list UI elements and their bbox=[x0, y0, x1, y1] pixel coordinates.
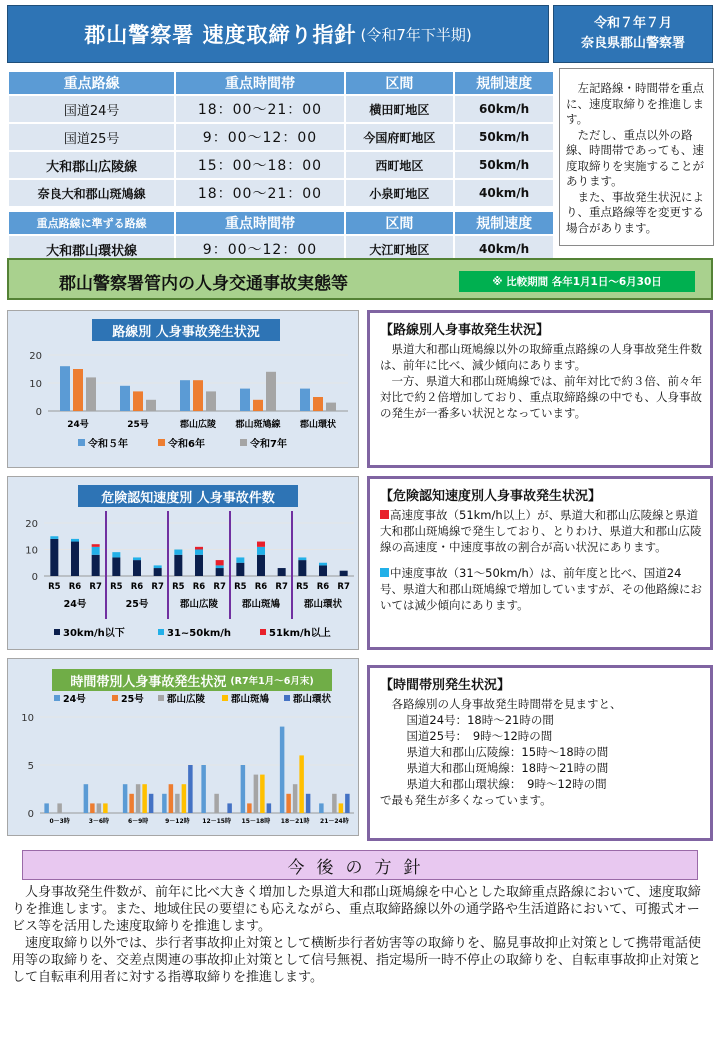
group-label: 25号 bbox=[125, 599, 149, 610]
table-row bbox=[8, 151, 554, 179]
bar bbox=[84, 784, 89, 813]
bar bbox=[44, 803, 49, 813]
y-tick-label: 20 bbox=[29, 351, 42, 362]
bar bbox=[260, 775, 265, 813]
y-tick-label: 0 bbox=[31, 572, 38, 583]
bar bbox=[206, 391, 216, 411]
route-area: 大江町地区 bbox=[345, 235, 455, 263]
x-tick-label: R5 bbox=[48, 582, 61, 592]
legend-label: 24号 bbox=[63, 694, 86, 705]
table-row bbox=[8, 179, 554, 207]
bar-segment bbox=[92, 547, 100, 555]
section-title: 郡山警察署管内の人身交通事故実態等 bbox=[59, 274, 348, 294]
col-sub-time: 重点時間帯 bbox=[175, 211, 344, 235]
analysis-speed-panel bbox=[367, 476, 713, 650]
chart-title: 危険認知速度別 人身事故件数 bbox=[78, 485, 298, 507]
bar-segment bbox=[50, 536, 58, 539]
legend-swatch bbox=[54, 695, 60, 701]
chart-speed-accidents-svg bbox=[8, 477, 360, 651]
bar bbox=[133, 391, 143, 411]
bar bbox=[182, 784, 187, 813]
legend-label: 51km/h以上 bbox=[269, 628, 331, 639]
col-sub-route: 重点路線に準ずる路線 bbox=[8, 211, 175, 235]
bar bbox=[103, 803, 108, 813]
x-tick-label: R7 bbox=[275, 582, 288, 592]
x-tick-label: R6 bbox=[68, 582, 82, 592]
legend-label: 25号 bbox=[121, 694, 144, 705]
y-tick-label: 0 bbox=[35, 407, 42, 418]
bar bbox=[149, 794, 154, 813]
x-tick-label: R7 bbox=[89, 582, 102, 592]
group-label: 郡山環状 bbox=[303, 599, 343, 610]
x-tick-label: 郡山斑鳩線 bbox=[235, 420, 281, 430]
bar-segment bbox=[278, 568, 286, 576]
bar bbox=[345, 794, 350, 813]
panel-item: 国道25号： 9時～12時の間 bbox=[406, 729, 553, 743]
x-tick-label: 3－6時 bbox=[88, 818, 110, 825]
bar bbox=[313, 397, 323, 411]
legend-swatch bbox=[54, 629, 60, 635]
bar-segment bbox=[216, 565, 224, 568]
bar bbox=[73, 369, 83, 411]
route-name: 大和郡山広陵線 bbox=[8, 151, 175, 179]
bar-segment bbox=[195, 550, 203, 555]
bar bbox=[86, 377, 96, 411]
bar bbox=[193, 380, 203, 411]
table-row bbox=[8, 123, 554, 151]
bar-segment bbox=[319, 563, 327, 566]
route-limit: 60km/h bbox=[454, 95, 554, 123]
route-limit: 40km/h bbox=[454, 179, 554, 207]
chart-time-accidents bbox=[7, 658, 359, 836]
col-area: 区間 bbox=[345, 71, 455, 95]
mid-speed-text: 中速度事故（31～50km/h）は、前年度と比べ、国道24号、県道大和郡山斑鳩線で増加していますが、その他路線においては減少傾向にあります。 bbox=[380, 566, 702, 612]
panel-item: 県道大和郡山環状線： 9時～12時の間 bbox=[406, 777, 607, 791]
analysis-time-panel bbox=[367, 665, 713, 841]
bar-segment bbox=[112, 552, 120, 557]
analysis-route-panel bbox=[367, 310, 713, 468]
bar-segment bbox=[340, 571, 348, 576]
route-time: 9：00～12：00 bbox=[175, 123, 344, 151]
col-time: 重点時間帯 bbox=[175, 71, 344, 95]
bar-segment bbox=[298, 560, 306, 576]
bar-segment bbox=[133, 560, 141, 576]
bar-segment bbox=[298, 557, 306, 560]
bar bbox=[241, 765, 246, 813]
legend-label: 31~50km/h bbox=[167, 628, 232, 639]
legend-label: 令和6年 bbox=[168, 439, 205, 450]
route-limit: 40km/h bbox=[454, 235, 554, 263]
bar bbox=[142, 784, 147, 813]
bar bbox=[227, 803, 232, 813]
bar bbox=[280, 727, 285, 813]
bar bbox=[253, 400, 263, 411]
chart-title-text: 時間帯別人身事故発生状況 bbox=[70, 674, 227, 690]
bar bbox=[300, 389, 310, 411]
high-speed-text: 高速度事故（51km/h以上）が、県道大和郡山広陵線と県道大和郡山斑鳩線で発生しており、とりわけ、県道大和郡山広陵線の高速度・中速度事故の割合が高い状況にあります。 bbox=[380, 508, 702, 554]
policy-paragraph: 速度取締り以外では、歩行者事故抑止対策として横断歩行者妨害等の取締りを、脇見事故抑止対策として携帯電話使用等の取締りを、交差点関連の事故抑止対策として信号無視、指定場所一時不停止の取締りを、自転車事故抑止対策として自転車利用者に対する指導取締りを推進します。 bbox=[12, 936, 702, 985]
group-label: 郡山広陵 bbox=[179, 599, 219, 610]
bar bbox=[299, 755, 304, 813]
bar bbox=[90, 803, 95, 813]
x-tick-label: R7 bbox=[213, 582, 226, 592]
bar bbox=[326, 403, 336, 411]
chart-route-accidents bbox=[7, 310, 359, 468]
bar bbox=[293, 784, 298, 813]
panel-paragraph: 県道大和郡山斑鳩線以外の取締重点路線の人身事故発生件数は、前年に比べ、減少傾向にあります。 bbox=[380, 342, 702, 372]
issuer-box bbox=[553, 5, 713, 63]
y-tick-label: 10 bbox=[25, 545, 38, 557]
bar bbox=[175, 794, 180, 813]
bar bbox=[247, 803, 252, 813]
group-label: 郡山斑鳩 bbox=[241, 599, 281, 610]
legend-swatch bbox=[284, 695, 290, 701]
legend-swatch bbox=[158, 695, 164, 701]
panel-paragraph bbox=[380, 565, 702, 613]
bar-segment bbox=[71, 539, 79, 542]
x-tick-label: 15－18時 bbox=[241, 818, 271, 825]
bar-segment bbox=[216, 560, 224, 565]
bar-segment bbox=[195, 547, 203, 550]
bar-segment bbox=[257, 547, 265, 555]
panel-paragraph: 一方、県道大和郡山斑鳩線では、前年対比で約３倍、前々年対比で約２倍増加しており、重点取締路線の中でも、人身事故の発生が一番多い状況となっています。 bbox=[380, 374, 702, 420]
bar bbox=[339, 803, 344, 813]
route-area: 小泉町地区 bbox=[345, 179, 455, 207]
col-sub-limit: 規制速度 bbox=[454, 211, 554, 235]
bar bbox=[146, 400, 156, 411]
bar bbox=[60, 366, 70, 411]
y-tick-label: 10 bbox=[21, 713, 34, 724]
legend-swatch bbox=[260, 629, 266, 635]
note-text: ただし、重点以外の路線、時間帯であっても、速度取締りを実施することがあります。 bbox=[566, 127, 704, 188]
bar-segment bbox=[133, 557, 141, 560]
bar bbox=[267, 803, 272, 813]
route-time: 15：00～18：00 bbox=[175, 151, 344, 179]
x-tick-label: 0－3時 bbox=[49, 818, 70, 825]
route-time: 9：00～12：00 bbox=[175, 235, 344, 263]
legend-swatch bbox=[158, 439, 165, 446]
issue-date: 令和７年７月 bbox=[593, 16, 672, 31]
bar bbox=[214, 794, 219, 813]
x-tick-label: R6 bbox=[192, 582, 206, 592]
bar bbox=[169, 784, 174, 813]
bar bbox=[201, 765, 206, 813]
x-tick-label: 6－9時 bbox=[127, 818, 149, 825]
bar bbox=[136, 784, 141, 813]
bar bbox=[286, 794, 291, 813]
note-text: また、事故発生状況により、重点路線等を変更する場合があります。 bbox=[566, 189, 704, 235]
panel-title: 【路線別人身事故発生状況】 bbox=[380, 323, 550, 338]
panel-item: 国道24号：18時～21時の間 bbox=[406, 713, 554, 727]
x-tick-label: R5 bbox=[110, 582, 123, 592]
bar-segment bbox=[71, 542, 79, 576]
bar-segment bbox=[92, 544, 100, 547]
chart-time-accidents-svg bbox=[8, 659, 360, 837]
y-tick-label: 20 bbox=[25, 519, 38, 530]
bar bbox=[97, 803, 102, 813]
y-tick-label: 5 bbox=[27, 761, 34, 772]
col-limit: 規制速度 bbox=[454, 71, 554, 95]
x-tick-label: R7 bbox=[151, 582, 164, 592]
route-limit: 50km/h bbox=[454, 151, 554, 179]
panel-paragraph bbox=[380, 507, 702, 555]
route-area: 横田町地区 bbox=[345, 95, 455, 123]
group-label: 24号 bbox=[63, 599, 87, 610]
bar bbox=[120, 386, 130, 411]
route-name: 国道24号 bbox=[8, 95, 175, 123]
legend-swatch bbox=[78, 439, 85, 446]
bar-segment bbox=[92, 555, 100, 576]
x-tick-label: R6 bbox=[254, 582, 268, 592]
bar bbox=[129, 794, 134, 813]
x-tick-label: R5 bbox=[234, 582, 247, 592]
x-tick-label: 21－24時 bbox=[320, 818, 349, 825]
table-header-row bbox=[8, 71, 554, 95]
route-name: 国道25号 bbox=[8, 123, 175, 151]
legend-swatch bbox=[112, 695, 118, 701]
x-tick-label: R6 bbox=[130, 582, 144, 592]
section-banner bbox=[7, 258, 713, 300]
legend-label: 令和５年 bbox=[88, 439, 128, 450]
table-subheader-row bbox=[8, 211, 554, 235]
red-square-icon bbox=[380, 510, 389, 519]
bar bbox=[162, 794, 167, 813]
bar-segment bbox=[174, 555, 182, 576]
bar-segment bbox=[257, 555, 265, 576]
issuer-org: 奈良県郡山警察署 bbox=[580, 36, 685, 51]
bar-segment bbox=[319, 565, 327, 576]
legend-swatch bbox=[158, 629, 164, 635]
chart-title: 路線別 人身事故発生状況 bbox=[92, 319, 280, 341]
route-time: 18：00～21：00 bbox=[175, 95, 344, 123]
x-tick-label: 郡山広陵 bbox=[179, 420, 217, 430]
x-tick-label: 郡山環状 bbox=[299, 420, 337, 430]
col-route: 重点路線 bbox=[8, 71, 175, 95]
bar bbox=[319, 803, 324, 813]
x-tick-label: 25号 bbox=[127, 420, 149, 430]
panel-intro: 各路線別の人身事故発生時間帯を見ますと、 bbox=[391, 697, 622, 711]
legend-label: 30km/h以下 bbox=[63, 628, 125, 639]
bar-segment bbox=[195, 555, 203, 576]
x-tick-label: 9－12時 bbox=[165, 818, 190, 825]
legend-swatch bbox=[222, 695, 228, 701]
comparison-period-badge: ※ 比較期間 各年1月1日～6月30日 bbox=[459, 271, 695, 292]
table-row bbox=[8, 95, 554, 123]
bar bbox=[180, 380, 190, 411]
x-tick-label: R5 bbox=[296, 582, 309, 592]
document-title bbox=[7, 5, 549, 63]
legend-label: 郡山斑鳩 bbox=[231, 694, 270, 705]
panel-item: 県道大和郡山広陵線：15時～18時の間 bbox=[406, 745, 609, 759]
future-policy-body bbox=[12, 884, 712, 986]
bar-segment bbox=[154, 568, 162, 576]
bar bbox=[240, 389, 250, 411]
x-tick-label: 12－15時 bbox=[202, 818, 231, 825]
route-area: 今国府町地区 bbox=[345, 123, 455, 151]
chart-subtitle: (R7年1月～6月末) bbox=[230, 676, 314, 687]
x-tick-label: R5 bbox=[172, 582, 185, 592]
priority-route-table bbox=[7, 70, 555, 264]
bar bbox=[123, 784, 128, 813]
chart-speed-accidents bbox=[7, 476, 359, 650]
bar bbox=[266, 372, 276, 411]
title-period: (令和7年下半期) bbox=[360, 25, 472, 44]
bar bbox=[332, 794, 337, 813]
bar bbox=[57, 803, 62, 813]
x-tick-label: R6 bbox=[316, 582, 330, 592]
note-text: 左記路線・時間帯を重点に、速度取締りを推進します。 bbox=[566, 81, 704, 126]
title-text: 郡山警察署 速度取締り指針 bbox=[84, 23, 357, 47]
bar bbox=[306, 794, 311, 813]
bar bbox=[188, 765, 193, 813]
note-box bbox=[559, 68, 714, 246]
future-policy-title: 今後の方針 bbox=[22, 850, 698, 880]
y-tick-label: 10 bbox=[29, 379, 42, 390]
blue-square-icon bbox=[380, 568, 389, 577]
panel-item: 県道大和郡山斑鳩線：18時～21時の間 bbox=[406, 761, 609, 775]
panel-title: 【時間帯別発生状況】 bbox=[380, 678, 511, 693]
chart-route-accidents-svg bbox=[8, 311, 360, 469]
route-name: 大和郡山環状線 bbox=[8, 235, 175, 263]
legend-label: 郡山広陵 bbox=[167, 694, 206, 705]
bar-segment bbox=[50, 539, 58, 576]
bar-segment bbox=[257, 542, 265, 547]
route-name: 奈良大和郡山斑鳩線 bbox=[8, 179, 175, 207]
bar-segment bbox=[174, 550, 182, 555]
legend-swatch bbox=[240, 439, 247, 446]
bar-segment bbox=[112, 557, 120, 576]
route-time: 18：00～21：00 bbox=[175, 179, 344, 207]
route-limit: 50km/h bbox=[454, 123, 554, 151]
panel-outro: で最も発生が多くなっています。 bbox=[380, 793, 552, 807]
route-area: 西町地区 bbox=[345, 151, 455, 179]
legend-label: 令和7年 bbox=[250, 439, 287, 450]
bar-segment bbox=[216, 568, 224, 576]
bar-segment bbox=[236, 557, 244, 562]
legend-label: 郡山環状 bbox=[293, 694, 332, 705]
x-tick-label: 18－21時 bbox=[280, 818, 310, 825]
y-tick-label: 0 bbox=[27, 809, 34, 820]
x-tick-label: R7 bbox=[337, 582, 350, 592]
policy-paragraph: 人身事故発生件数が、前年に比べ大きく増加した県道大和郡山斑鳩線を中心とした取締重点路線において、速度取締りを推進します。また、地域住民の要望にも応えながら、重点取締路線以外の通学路や生活道路において、可搬式オービス等を活用した速度取締りを推進します。 bbox=[12, 885, 701, 934]
bar-segment bbox=[154, 565, 162, 568]
bar-segment bbox=[236, 563, 244, 576]
panel-title: 【危険認知速度別人身事故発生状況】 bbox=[380, 489, 602, 504]
x-tick-label: 24号 bbox=[67, 420, 89, 430]
col-sub-area: 区間 bbox=[345, 211, 455, 235]
bar bbox=[254, 775, 259, 813]
